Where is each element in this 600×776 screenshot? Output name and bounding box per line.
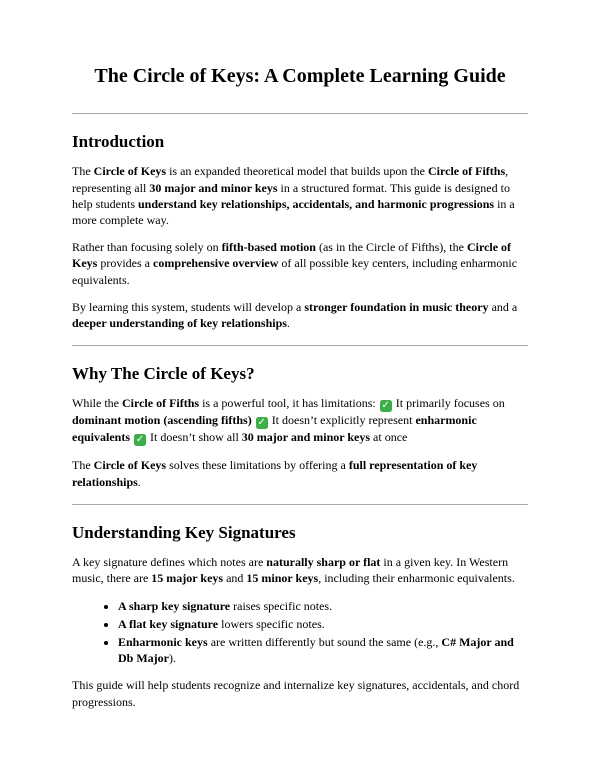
paragraph [72,554,528,586]
bold-text: stronger foundation in music theory [304,299,489,314]
section-heading-introduction: Introduction [72,132,165,151]
text-run: Rather than focusing solely on [72,240,222,255]
bold-text: understand key relationships, accidentals, and harmonic progressions [138,196,495,211]
text-run: By learning this system, students will develop a [72,299,305,314]
paragraph [72,239,528,288]
list-item [118,598,528,614]
text-run: A key signature defines which notes are [72,555,267,570]
paragraph [72,395,528,446]
paragraph [72,163,528,228]
bold-text: Circle of Fifths [428,164,506,179]
text-run: of all possible key centers, including enharmonic equivalents. [72,256,518,287]
text-run: are written differently but sound the same (e.g., [207,634,442,649]
bold-text: dominant motion (ascending fifths) [72,413,252,428]
bold-text: fifth-based motion [221,240,316,255]
bold-text: full representation of key relationships [72,458,478,489]
text-run: raises specific notes. [230,598,333,613]
bold-text: Circle of Keys [72,240,512,271]
list-item [118,616,528,632]
text-run: is an expanded theoretical model that builds upon the [166,164,429,179]
bold-text: comprehensive overview [153,256,279,271]
text-run [252,413,255,427]
bold-text: 15 major keys [151,571,224,586]
bold-text: Circle of Fifths [121,396,200,411]
check-icon: ✓ [135,434,145,446]
text-run: . [286,315,290,330]
section-divider [72,113,528,114]
paragraph [72,299,528,331]
check-icon: ✓ [381,400,390,412]
bold-text: Circle of Keys [93,164,167,179]
bold-text: Circle of Keys [93,458,167,473]
text-run [130,430,133,444]
bold-text: C# Major and Db Major [118,634,514,666]
bold-text: naturally sharp or flat [266,555,381,570]
section-heading-why: Why The Circle of Keys? [72,364,255,384]
text-run: , including their enharmonic equivalents. [318,571,515,586]
text-run: lowers specific notes. [218,616,325,631]
list-item [118,634,528,666]
section-key-signatures [72,523,528,710]
check-icon: ✓ [257,417,266,429]
text-run: solves these limitations by offering a [166,458,349,473]
text-run: and a [488,299,518,314]
text-run: It doesn’t show all [147,430,242,445]
text-run: in a structured format. This guide is designed to help students [72,180,510,211]
text-run: at once [370,430,408,445]
text-run: While the [72,396,122,411]
bold-text: 30 major and minor keys [241,430,371,445]
section-why-circle-of-keys [72,364,528,490]
bold-text: deeper understanding of key relationships [72,315,287,330]
section-heading-key-signatures: Understanding Key Signatures [72,522,296,542]
text-run: is a powerful tool, it has limitations: [199,396,379,411]
bold-text: enharmonic equivalents [72,413,477,445]
text-run: and [223,571,247,586]
text-run: It doesn’t explicitly represent [268,413,416,428]
text-run: in a more complete way. [72,196,515,227]
text-run: The [72,458,94,473]
paragraph [72,677,528,709]
text-run: This guide will help students recognize and internalize key signatures, accidentals, and chord progressions. [72,678,520,709]
text-run: (as in the Circle of Fifths), the [315,240,467,255]
bold-text: 30 major and minor keys [149,180,278,195]
text-run: The [72,164,94,179]
text-run: . [137,474,141,489]
text-run: It primarily focuses on [392,396,505,411]
section-divider [72,504,528,505]
bold-text: A flat key signature [118,616,219,631]
text-run: provides a [97,256,153,271]
text-run: , representing all [72,164,509,195]
section-introduction [72,132,528,331]
bullet-list [72,598,528,667]
section-divider [72,345,528,346]
document-title: The Circle of Keys: A Complete Learning Guide [94,65,506,87]
paragraph [72,457,528,489]
bold-text: A sharp key signature [118,598,231,613]
bold-text: Enharmonic keys [118,634,208,649]
bold-text: 15 minor keys [246,571,319,586]
text-run: ). [169,651,176,666]
text-run: in a given key. In Western music, there are [72,555,509,586]
